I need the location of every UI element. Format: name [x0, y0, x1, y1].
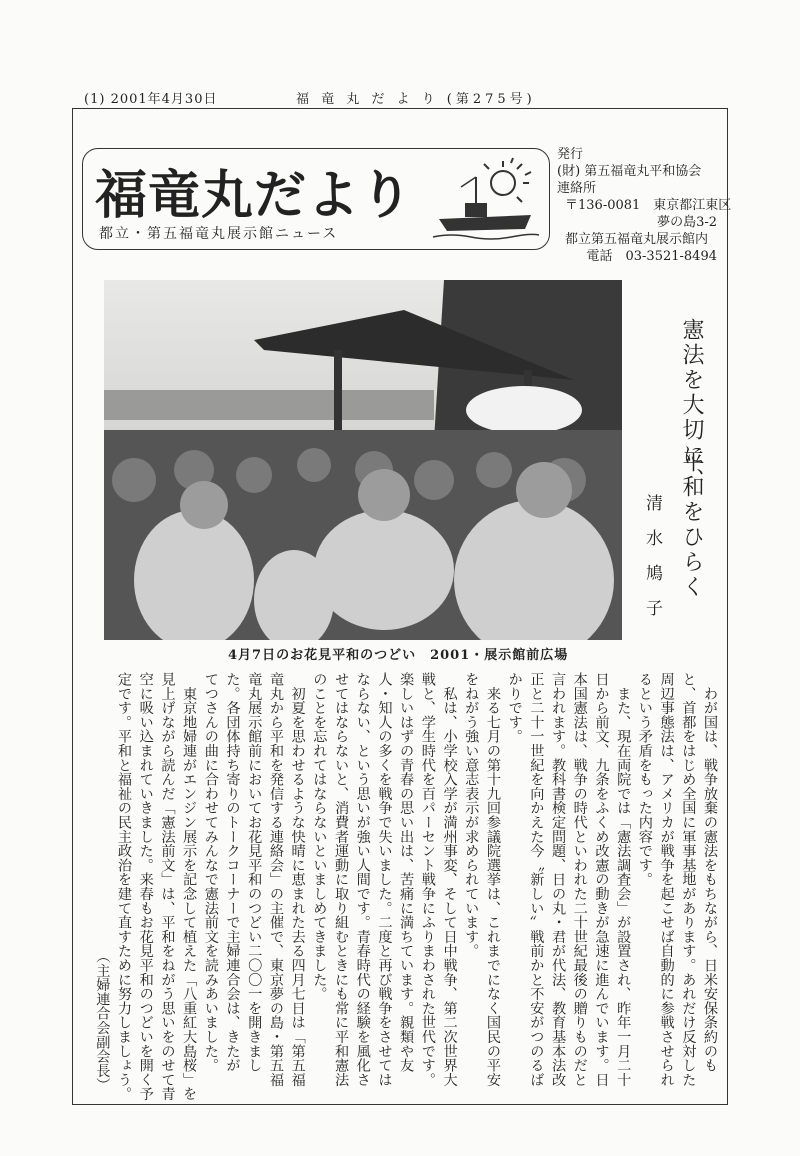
article-text-column: 私は、小学校入学が満州事変、そして日中戦争、第二次世界大 [441, 672, 458, 1087]
article-text-column: た。各団体持ち寄りのトークコーナーで主婦連合会は、きたが [224, 672, 241, 1073]
article-text-column: また、現在両院では「憲法調査会」が設置され、昨年一月二十 [615, 672, 632, 1087]
article-headline-part-2: 平和をひらく [679, 450, 704, 600]
article-text-column: わが国は、戦争放棄の憲法をもちながら、日米安保条約のも [702, 672, 718, 1073]
issue-date: 2001年4月30日 [110, 92, 218, 107]
article-text-column: 楽しいはずの青春の思い出は、苦痛に満ちています。親類や友 [398, 672, 415, 1073]
running-header [84, 88, 536, 107]
article-text-column: 空に吸い込まれていきました。来春もお花見平和のつどいを開く予 [137, 672, 154, 1101]
article-text-column: てつさんの曲に合わせてみんなで憲法前文を読みあいました。 [202, 672, 219, 1073]
masthead-subtitle: 都立・第五福竜丸展示館ニュース [99, 226, 339, 242]
article-text-column: 正と二十一世紀を向かえた今〝新しい〟戦前かと不安がつのるば [528, 672, 545, 1087]
publisher-label: 発行 [557, 147, 584, 162]
article-text-column: るという矛盾をもった内容です。 [636, 672, 653, 887]
article-body [91, 672, 720, 1101]
masthead [82, 148, 550, 250]
article-text-column: 定です。平和と福祉の民主政治を建て直すために努力しましょう。 [116, 672, 133, 1101]
article-text-column: 初夏を思わせるような快晴に恵まれた去る四月七日は「第五福 [289, 672, 306, 1087]
article-text-column: 人・知人の多くを戦争で失いました。二度と再び戦争をさせては [376, 672, 393, 1087]
article-text-column: をねがう強い意志表示が求められています。 [463, 672, 480, 958]
article-text-column: 見上げながら読んだ「憲法前文」は、平和をねがう思いをのせて青 [159, 672, 176, 1101]
article-text-column: 日から前文、九条をふくめ改憲の動きが急速に進んでいます。日 [593, 672, 610, 1087]
address-line-2: 夢の島3-2 [657, 215, 717, 230]
article-text-column: 竜丸展示館前においてお花見平和のつどい二〇〇一を開きまし [246, 672, 263, 1073]
postal-address: 〒136-0081 東京都江東区 [565, 198, 732, 213]
article-text-column: 本国憲法は、戦争の時代といわれた二十世紀最後の贈りものだと [571, 672, 588, 1087]
contact-label: 連絡所 [557, 181, 597, 196]
masthead-name: 福竜丸だより [95, 165, 414, 226]
article-text-column: 戦と、学生時代を百パーセント戦争にふりまわされた世代です。 [419, 672, 436, 1087]
event-photo-image [104, 280, 622, 640]
event-photo [104, 280, 622, 640]
article-headline-part-1: 憲法を大切に、 [679, 318, 704, 493]
article-text-column: かりです。 [506, 672, 523, 744]
page-number: (1) [84, 92, 106, 107]
article-text-column: 来る七月の第十九回参議院選挙は、これまでになく国民の平安 [484, 672, 501, 1087]
article-text-column: 周辺事態法は、アメリカが戦争を起こせば自動的に参戦させられ [658, 672, 675, 1087]
running-title: 福 竜 丸 だ よ り (第275号) [296, 92, 536, 107]
article-author: 清水鳩子 [642, 494, 662, 634]
article-text-column: と、首都をはじめ全国に軍事基地があります。あれだけ反対した [680, 672, 697, 1087]
article-text-column: せてはならないと、消費者運動に取り組むときにも常に平和憲法 [333, 672, 350, 1087]
building-name: 都立第五福竜丸展示館内 [565, 232, 709, 247]
phone-number: 電話 03-3521-8494 [586, 249, 717, 264]
publisher-org: (財) 第五福竜丸平和協会 [557, 164, 702, 179]
publisher-info [557, 146, 731, 265]
article-text-column: 東京地婦連がエンジン展示を記念して植えた「八重紅大島桜」を [181, 672, 198, 1101]
photo-caption: 4月7日のお花見平和のつどい 2001・展示館前広場 [228, 648, 569, 663]
article-text-column: 竜丸から平和を発信する連絡会」の主催で、東京夢の島・第五福 [267, 672, 284, 1087]
article-text-column: のことを忘れてはならないといましめてきました。 [311, 672, 328, 1001]
article-text-column: 言われます。教科書検定問題、日の丸・君が代法、教育基本法改 [550, 672, 567, 1087]
ship-sun-logo-icon [431, 157, 541, 243]
article-text-column: ならない、という思いが強い人間です。青春時代の経験を風化さ [354, 672, 371, 1087]
author-affiliation: （主婦連合会副会長） [94, 949, 111, 1092]
